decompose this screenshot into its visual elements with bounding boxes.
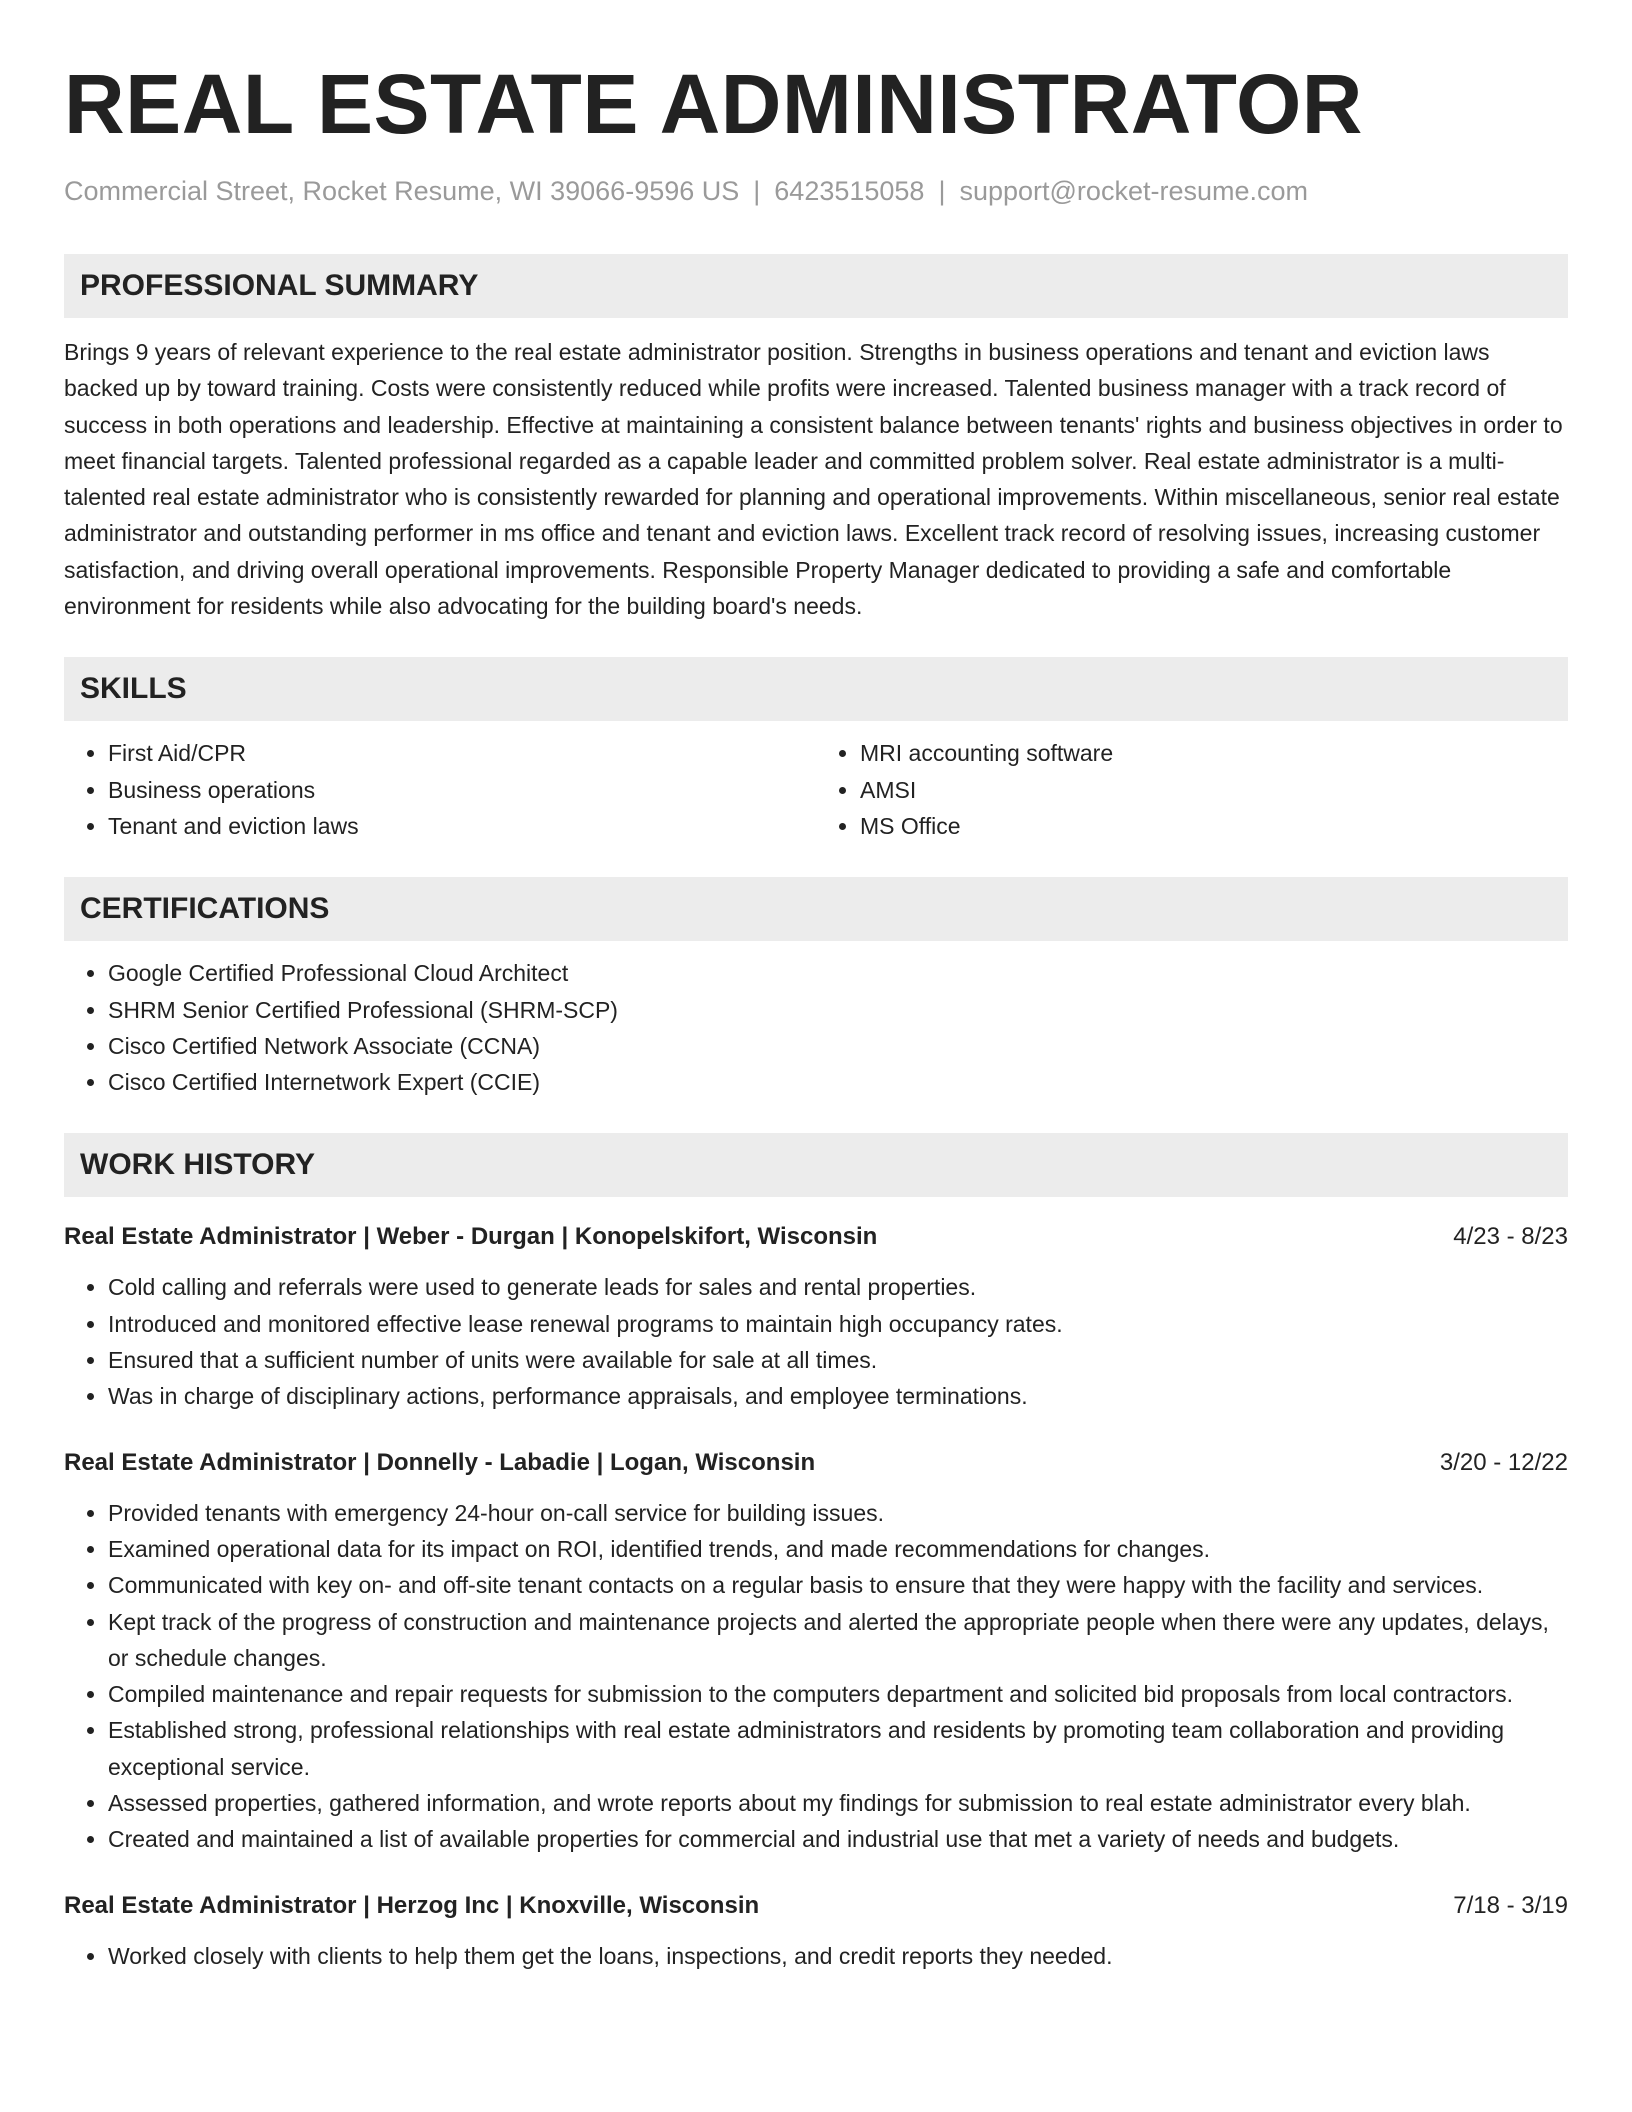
job-dates: 7/18 - 3/19 [1453,1891,1568,1919]
skills-list-left [64,735,816,844]
job-bullet: • Examined operational data for its impact on ROI, identified trends, and made recommendations for changes. [108,1531,1568,1567]
job-bullets [64,1938,1568,1974]
job-dates: 4/23 - 8/23 [1453,1223,1568,1251]
job-bullet: • Compiled maintenance and repair requests for submission to the computers department and solicited bid proposals from local contractors. [108,1676,1568,1712]
job-bullet: • Was in charge of disciplinary actions, performance appraisals, and employee terminations. [108,1378,1568,1414]
skills-heading: SKILLS [64,657,1568,721]
contact-email[interactable]: support@rocket-resume.com [959,176,1308,206]
job-bullets [64,1269,1568,1414]
skill-item: • Business operations [108,772,816,808]
summary-section [64,254,1568,624]
skills-list-right [816,735,1568,844]
contact-address: Commercial Street, Rocket Resume, WI 39066-9596 US [64,176,740,206]
certification-item: • Google Certified Professional Cloud Architect [108,955,1568,991]
resume-name: REAL ESTATE ADMINISTRATOR [64,57,1363,151]
job-bullet: • Introduced and monitored effective lease renewal programs to maintain high occupancy rates. [108,1306,1568,1342]
certification-item: • Cisco Certified Internetwork Expert (CCIE) [108,1064,1568,1100]
certifications-heading: CERTIFICATIONS [64,877,1568,941]
skills-column-right [816,721,1568,844]
certifications-section [64,877,1568,1100]
contact-phone: 6423515058 [774,176,925,206]
job-bullet: • Established strong, professional relationships with real estate administrators and residents by promoting team collaboration and providing exceptional service. [108,1712,1568,1785]
skill-item: • Tenant and eviction laws [108,808,816,844]
job-bullet: • Provided tenants with emergency 24-hour on-call service for building issues. [108,1495,1568,1531]
job-bullets [64,1495,1568,1858]
contact-line [64,174,1568,208]
job-bullet: • Assessed properties, gathered information, and wrote reports about my findings for submission to real estate administrator every blah. [108,1785,1568,1821]
job-title: Real Estate Administrator | Weber - Durgan | Konopelskifort, Wisconsin [64,1223,878,1251]
job-bullet: • Kept track of the progress of construction and maintenance projects and alerted the appropriate people when there were any updates, delays, or schedule changes. [108,1604,1568,1677]
job-entry [64,1219,1568,1414]
job-bullet: • Created and maintained a list of available properties for commercial and industrial use that met a variety of needs and budgets. [108,1821,1568,1857]
job-header [64,1888,1568,1924]
work-history-heading: WORK HISTORY [64,1133,1568,1197]
summary-heading: PROFESSIONAL SUMMARY [64,254,1568,318]
skill-item: • MRI accounting software [860,735,1568,771]
contact-separator: | [753,176,761,206]
job-title: Real Estate Administrator | Herzog Inc | Knoxville, Wisconsin [64,1891,760,1919]
job-dates: 3/20 - 12/22 [1439,1448,1568,1476]
certifications-list [64,955,1568,1100]
job-title: Real Estate Administrator | Donnelly - Labadie | Logan, Wisconsin [64,1448,816,1476]
skill-item: • MS Office [860,808,1568,844]
job-bullet: • Communicated with key on- and off-site tenant contacts on a regular basis to ensure that they were happy with the facility and services. [108,1567,1568,1603]
job-header [64,1219,1568,1255]
certification-item: • SHRM Senior Certified Professional (SHRM-SCP) [108,992,1568,1028]
certification-item: • Cisco Certified Network Associate (CCNA) [108,1028,1568,1064]
job-bullet: • Ensured that a sufficient number of units were available for sale at all times. [108,1342,1568,1378]
skill-item: • First Aid/CPR [108,735,816,771]
skills-section [64,657,1568,844]
skills-column-left [64,721,816,844]
job-header [64,1445,1568,1481]
job-bullet: • Worked closely with clients to help them get the loans, inspections, and credit reports they needed. [108,1938,1568,1974]
skills-grid [64,721,1568,844]
skill-item: • AMSI [860,772,1568,808]
job-bullet: • Cold calling and referrals were used to generate leads for sales and rental properties. [108,1269,1568,1305]
contact-separator: | [938,176,946,206]
summary-text: Brings 9 years of relevant experience to the real estate administrator position. Strengths in business operations and tenant and eviction laws backed up by toward training. Costs were consistently reduced while profits were increased. Talented business manager with a track record of success in both operations and leadership. Effective at maintaining a consistent balance between tenants' rights and business objectives in order to meet financial targets. Talented professional regarded as a capable leader and committed problem solver. Real estate administrator is a multi-talented real estate administrator who is consistently rewarded for planning and operational improvements. Within miscellaneous, senior real estate administrator and outstanding performer in ms office and tenant and eviction laws. Excellent track record of resolving issues, increasing customer satisfaction, and driving overall operational improvements. Responsible Property Manager dedicated to providing a safe and comfortable environment for residents while also advocating for the building board's needs. [64,339,1563,620]
job-entry [64,1888,1568,1974]
job-entry [64,1445,1568,1858]
work-history-section [64,1133,1568,1973]
